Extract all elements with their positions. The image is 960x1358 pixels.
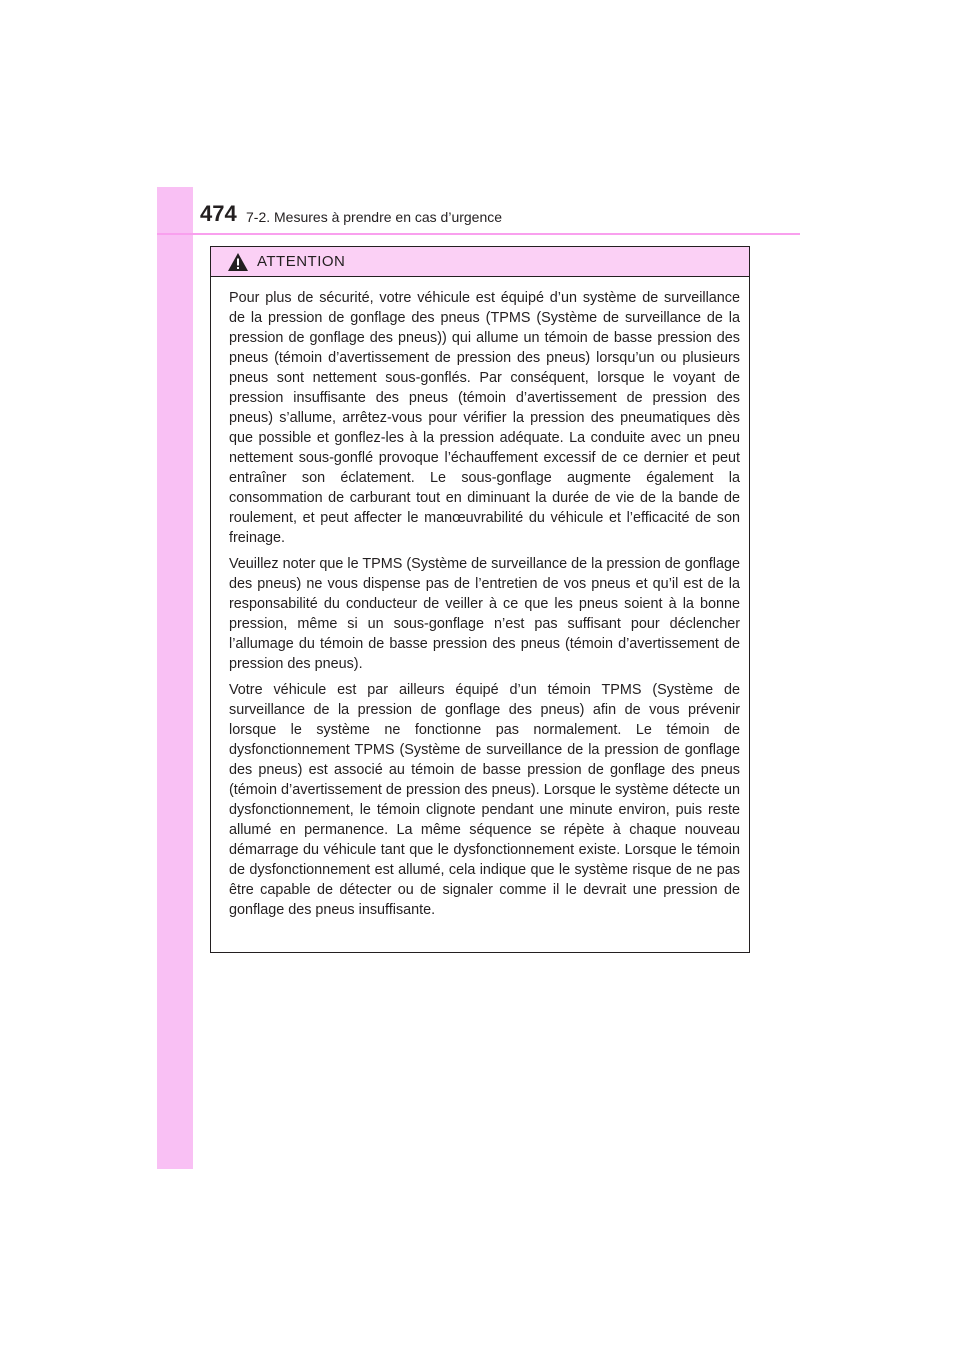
header-divider xyxy=(157,233,800,235)
warning-paragraph: Votre véhicule est par ailleurs équipé d’un témoin TPMS (Système de surveillance de la pression de gonflage des pneus) afin de vous prévenir lorsque le système ne fonctionne pas normalement. Le témoin de dysfonctionnement TPMS (Système de surveillance de la pression de gonflage des pneus) est associé au témoin de basse pression de gonflage des pneus (témoin d’avertissement de pression des pneus). Lorsque le système détecte un dysfonctionnement, le témoin clignote pendant une minute environ, puis reste allumé en permanence. La même séquence se répète à chaque nouveau démarrage du véhicule tant que le dysfonctionnement existe. Lorsque le témoin de dysfonctionnement est allumé, cela indique que le système risque de ne pas être capable de détecter ou de signaler comme il le devrait une pression de gonflage des pneus insuffisante. xyxy=(229,682,740,918)
page-number: 474 xyxy=(200,201,237,226)
warning-triangle-icon xyxy=(227,252,249,272)
warning-paragraph: Pour plus de sécurité, votre véhicule est équipé d’un système de surveillance de la pression de gonflage des pneus (TPMS (Système de surveillance de la pression de gonflage des pneus)) qui allume un témoin de basse pression des pneus (témoin d’avertissement de pression des pneus) lorsqu’un ou plusieurs pneus sont nettement sous-gonflés. Par conséquent, lorsque le voyant de pression insuffisante des pneus (témoin d’avertissement de pression des pneus) s’allume, arrêtez-vous pour vérifier la pression des pneumatiques dès que possible et gonflez-les à la pression adéquate. La conduite avec un pneu nettement sous-gonflé provoque l’échauffement excessif de ce dernier et peut entraîner son éclatement. Le sous-gonflage augmente également la consommation de carburant tout en diminuant la durée de vie de la bande de roulement, et peut affecter le manœuvrabilité du véhicule et l’efficacité de son freinage. xyxy=(229,290,740,546)
warning-label: ATTENTION xyxy=(257,253,346,270)
section-title: 7-2. Mesures à prendre en cas d’urgence xyxy=(246,209,503,225)
warning-paragraph: Veuillez noter que le TPMS (Système de surveillance de la pression de gonflage des pneus) ne vous dispense pas de l’entretien de vos pneus et qu’il est de la responsabilité du conducteur de veiller à ce que les pneus soient à la bonne pression, même si un sous-gonflage n’est pas suffisant pour déclencher l’allumage du témoin de basse pression des pneus (témoin d’avertissement de pression des pneus). xyxy=(229,556,740,672)
side-color-band xyxy=(157,187,193,1169)
warning-box xyxy=(210,246,750,953)
warning-body xyxy=(211,277,749,920)
warning-header xyxy=(211,247,749,277)
